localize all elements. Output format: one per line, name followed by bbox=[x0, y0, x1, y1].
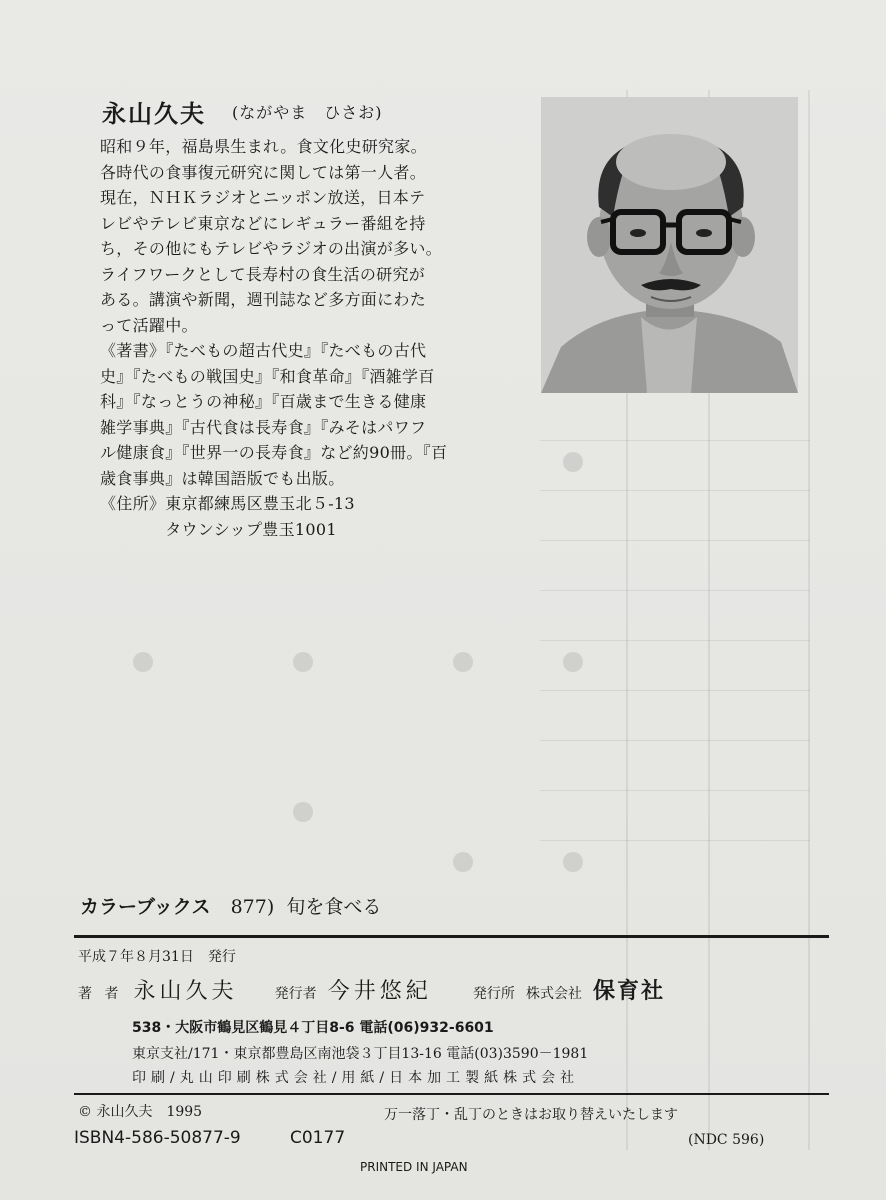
ghost-grid-hline bbox=[540, 790, 810, 791]
publisher-address: 538・大阪市鶴見区鶴見４丁目8-6 電話(06)932-6601 bbox=[132, 1020, 494, 1036]
publication-date: 平成７年８月31日 発行 bbox=[78, 949, 236, 965]
ghost-grid-hline bbox=[540, 640, 810, 641]
printing-credits: 印刷/丸山印刷株式会社/用紙/日本加工製紙株式会社 bbox=[132, 1070, 580, 1086]
author-name-reading: (ながやま ひさお) bbox=[232, 103, 383, 122]
ghost-grid-hline bbox=[540, 590, 810, 591]
publishing-house-name: 保育社 bbox=[593, 979, 666, 1004]
colophon-author-name: 永山久夫 bbox=[133, 979, 238, 1004]
author-name: 永山久夫 bbox=[102, 100, 206, 128]
house-label: 発行所 bbox=[472, 986, 515, 1002]
bio-line: 史』『たべもの戦国史』『和食革命』『酒雑学百 bbox=[100, 366, 435, 386]
ghost-dot bbox=[563, 452, 583, 472]
credits-row bbox=[78, 974, 665, 1005]
ghost-grid-hline bbox=[540, 690, 810, 691]
colophon-top-rule bbox=[74, 935, 829, 938]
bio-line: タウンシップ豊玉1001 bbox=[100, 519, 337, 539]
copyright-notice: © 永山久夫 1995 bbox=[78, 1104, 203, 1120]
bio-line: ライフワークとして長寿村の食生活の研究が bbox=[100, 264, 426, 284]
ghost-grid-hline bbox=[540, 740, 810, 741]
bio-line: って活躍中。 bbox=[100, 315, 198, 335]
bio-line: 雑学事典』『古代食は長寿食』『みそはパワフ bbox=[100, 417, 427, 437]
ghost-grid-hline bbox=[540, 840, 810, 841]
author-label: 著 者 bbox=[78, 986, 123, 1002]
ghost-grid-vline bbox=[808, 90, 810, 1150]
ghost-grid-hline bbox=[540, 490, 810, 491]
bio-line: 科』『なっとうの神秘』『百歳まで生きる健康 bbox=[100, 392, 427, 411]
ghost-dot bbox=[453, 652, 473, 672]
bio-line: ち，その他にもテレビやラジオの出演が多い。 bbox=[100, 239, 442, 258]
c-code: C0177 bbox=[290, 1128, 346, 1148]
series-title-line bbox=[80, 892, 381, 919]
ghost-dot bbox=[293, 802, 313, 822]
author-biography bbox=[100, 134, 530, 542]
bio-line: レビやテレビ東京などにレギュラー番組を持 bbox=[100, 213, 426, 233]
publisher-name: 今井悠紀 bbox=[327, 979, 432, 1004]
bio-line: 昭和９年，福島県生まれ。食文化史研究家。 bbox=[100, 137, 427, 156]
colophon-bottom-rule bbox=[74, 1093, 829, 1095]
publisher-label: 発行者 bbox=[274, 986, 317, 1002]
ghost-grid-hline bbox=[540, 440, 810, 441]
defect-replacement-notice: 万一落丁・乱丁のときはお取り替えいたします bbox=[384, 1107, 678, 1123]
bio-line: ある。講演や新聞，週刊誌など多方面にわた bbox=[100, 290, 427, 309]
bio-line: 《住所》東京都練馬区豊玉北５-13 bbox=[100, 494, 355, 513]
book-title: 旬を食べる bbox=[286, 896, 382, 918]
ghost-dot bbox=[133, 652, 153, 672]
tokyo-branch-address: 東京支社/171・東京都豊島区南池袋３丁目13-16 電話(03)3590－1981 bbox=[132, 1046, 589, 1062]
series-number: 877) bbox=[230, 896, 275, 918]
ghost-dot bbox=[563, 852, 583, 872]
bio-line: ル健康食』『世界一の長寿食』など約90冊。『百 bbox=[100, 443, 448, 462]
author-portrait-illustration bbox=[541, 97, 798, 393]
ghost-dot bbox=[453, 852, 473, 872]
author-photo bbox=[541, 97, 798, 393]
bio-line: 歳食事典』は韓国語版でも出版。 bbox=[100, 468, 345, 488]
bio-line: 現在，ＮＨＫラジオとニッポン放送，日本テ bbox=[100, 188, 426, 207]
bio-line: 各時代の食事復元研究に関しては第一人者。 bbox=[100, 162, 427, 182]
isbn: ISBN4-586-50877-9 bbox=[74, 1128, 241, 1148]
series-name: カラーブックス bbox=[80, 896, 211, 918]
ndc-classification: (NDC 596) bbox=[688, 1132, 765, 1148]
house-type: 株式会社 bbox=[525, 986, 582, 1002]
bio-line: 《著書》『たべもの超古代史』『たべもの古代 bbox=[100, 341, 427, 360]
ghost-grid-hline bbox=[540, 540, 810, 541]
ghost-dot bbox=[293, 652, 313, 672]
printed-in-japan: PRINTED IN JAPAN bbox=[360, 1160, 468, 1174]
ghost-dot bbox=[563, 652, 583, 672]
